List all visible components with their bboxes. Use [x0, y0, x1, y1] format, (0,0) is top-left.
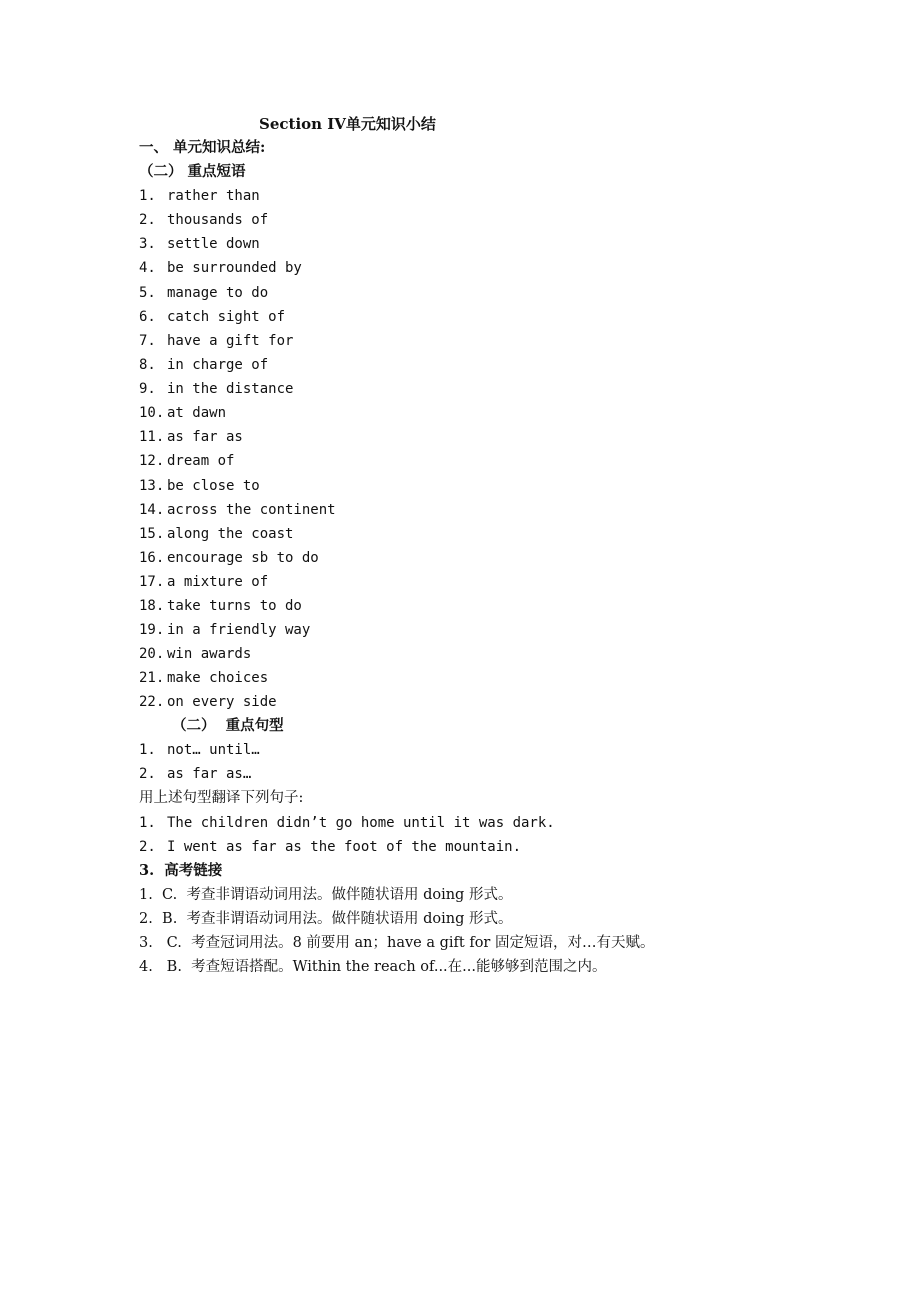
- pattern-item: 2. as far as…: [139, 766, 252, 782]
- phrase-item: 17. a mixture of: [139, 574, 269, 590]
- phrase-item: 21. make choices: [139, 670, 269, 686]
- translation-item: 1. The children didn’t go home until it was dark.: [139, 815, 555, 831]
- phrase-item: 11. as far as: [139, 429, 243, 445]
- translation-instruction: 用上述句型翻译下列句子:: [139, 790, 304, 806]
- phrase-item: 19. in a friendly way: [139, 622, 311, 638]
- phrase-item: 15. along the coast: [139, 526, 294, 542]
- answer-item: 1. C. 考查非谓语动词用法。做伴随状语用 doing 形式。: [139, 887, 513, 903]
- document-title: Section IV单元知识小结: [259, 115, 436, 133]
- phrase-item: 8. in charge of: [139, 357, 269, 373]
- phrase-item: 4. be surrounded by: [139, 260, 302, 276]
- phrase-item: 6. catch sight of: [139, 309, 286, 325]
- gaokao-heading: 3. 高考链接: [139, 862, 223, 879]
- phrase-item: 10. at dawn: [139, 405, 227, 421]
- phrase-item: 20. win awards: [139, 646, 252, 662]
- phrase-item: 18. take turns to do: [139, 598, 302, 614]
- answer-item: 2. B. 考查非谓语动词用法。做伴随状语用 doing 形式。: [139, 911, 513, 927]
- answer-item: 3. C. 考查冠词用法。8 前要用 an；have a gift for 固定短语，对…有天赋。: [139, 935, 655, 951]
- subheading-key-phrases: （二） 重点短语: [139, 163, 246, 180]
- pattern-item: 1. not… until…: [139, 742, 260, 758]
- phrase-item: 1. rather than: [139, 188, 260, 204]
- phrase-item: 13. be close to: [139, 478, 260, 494]
- phrase-item: 22. on every side: [139, 694, 277, 710]
- translation-item: 2. I went as far as the foot of the mountain.: [139, 839, 522, 855]
- subheading-key-patterns: （二） 重点句型: [172, 717, 284, 734]
- phrase-item: 5. manage to do: [139, 285, 269, 301]
- phrase-item: 14. across the continent: [139, 502, 336, 518]
- phrase-item: 2. thousands of: [139, 212, 269, 228]
- phrase-item: 3. settle down: [139, 236, 260, 252]
- section-heading-summary: 一、 单元知识总结:: [139, 139, 266, 156]
- phrase-item: 9. in the distance: [139, 381, 294, 397]
- phrase-item: 12. dream of: [139, 453, 235, 469]
- phrase-item: 16. encourage sb to do: [139, 550, 319, 566]
- answer-item: 4. B. 考查短语搭配。Within the reach of...在...能够够到范围之内。: [139, 959, 607, 975]
- phrase-item: 7. have a gift for: [139, 333, 294, 349]
